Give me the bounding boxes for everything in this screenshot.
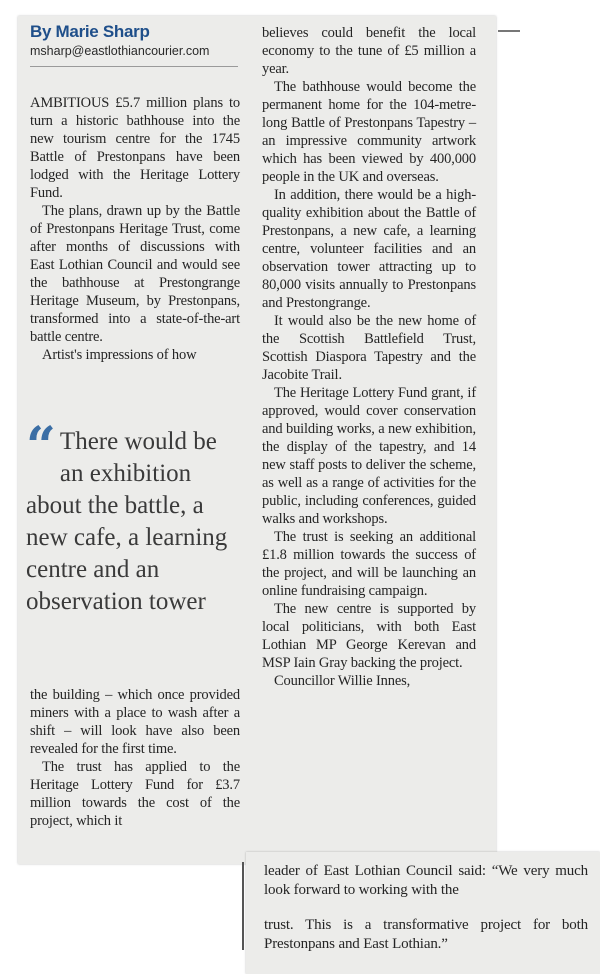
continuation-text-2 (264, 916, 588, 954)
column-1-bottom (30, 686, 240, 830)
body-paragraph: The Heritage Lottery Fund grant, if approved, would cover conservation and building works, a new exhibition, the display of the tapestry, and 14 new staff posts to deliver the scheme, as well as a range of activities for the public, including conferences, guided walks and workshops. (262, 385, 476, 527)
fold-line (242, 862, 244, 950)
pull-quote-text: There would be an exhibition about the battle, a new cafe, a learning centre and an observation tower (26, 428, 228, 615)
tape-mark (498, 30, 520, 32)
body-paragraph: It would also be the new home of the Scottish Battlefield Trust, Scottish Diaspora Tapestry and the Jacobite Trail. (262, 313, 476, 383)
body-paragraph: AMBITIOUS £5.7 million plans to turn a historic bathhouse into the new tourism centre for the 1745 Battle of Prestonpans have been lodged with the Heritage Lottery Fund. (30, 95, 240, 201)
body-paragraph: leader of East Lothian Council said: “We very much look forward to working with the (264, 863, 588, 898)
quote-mark-icon: “ (26, 416, 56, 477)
column-2 (262, 24, 476, 690)
byline-email: msharp@eastlothiancourier.com (30, 44, 210, 58)
body-paragraph: The trust is seeking an additional £1.8 million towards the success of the project, and will be launching an online fundraising campaign. (262, 529, 476, 599)
body-paragraph: The new centre is supported by local politicians, with both East Lothian MP George Kerevan and MSP Iain Gray backing the project. (262, 601, 476, 671)
body-paragraph: Councillor Willie Innes, (274, 673, 411, 689)
byline-rule (30, 66, 238, 67)
pull-quote (26, 416, 240, 618)
byline-name: By Marie Sharp (30, 22, 150, 41)
body-paragraph: The plans, drawn up by the Battle of Prestonpans Heritage Trust, come after months of discussions with East Lothian Council and would see the bathhouse at Prestongrange Heritage Museum, by Prestonpans, transformed into a state-of-the-art battle centre. (30, 203, 240, 345)
column-1-top (30, 94, 240, 364)
body-paragraph: trust. This is a transformative project for both Prestonpans and East Lothian.” (264, 917, 588, 952)
body-paragraph: The bathhouse would become the permanent home for the 104-metre-long Battle of Prestonpans Tapestry – an impressive community artwork which has been viewed by 400,000 people in the UK and overseas. (262, 79, 476, 185)
body-paragraph: the building – which once provided miners with a place to wash after a shift – will look have also been revealed for the first time. (30, 687, 240, 757)
body-paragraph: In addition, there would be a high-quality exhibition about the Battle of Prestonpans, a new cafe, a learning centre, volunteer facilities and an observation tower attracting up to 80,000 visits annually to Prestonpans and Prestongrange. (262, 187, 476, 311)
body-paragraph: The trust has applied to the Heritage Lottery Fund for £3.7 million towards the cost of the project, which it (30, 759, 240, 829)
continuation-text (264, 862, 588, 900)
body-paragraph: Artist's impressions of how (42, 347, 197, 363)
body-paragraph: believes could benefit the local economy to the tune of £5 million a year. (262, 25, 476, 77)
